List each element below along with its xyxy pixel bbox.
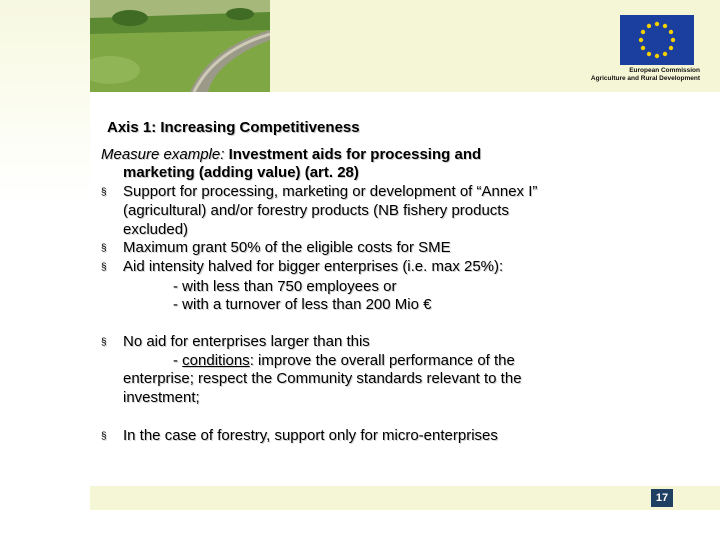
logo-caption-line1: European Commission bbox=[629, 67, 700, 74]
conditions-term: conditions bbox=[182, 352, 250, 370]
left-margin-gradient bbox=[0, 0, 90, 200]
page-number: 17 bbox=[651, 489, 673, 507]
measure-title-2: marketing (adding value) (art. 28) bbox=[123, 164, 359, 182]
bullet-3-line-3: - with a turnover of less than 200 Mio € bbox=[173, 296, 432, 314]
bullet-1-line-2: (agricultural) and/or forestry products (NB fishery products bbox=[123, 202, 509, 220]
bullet-2 bbox=[101, 239, 661, 258]
bullet-icon: § bbox=[101, 186, 107, 198]
bullet-4-dash: - bbox=[173, 352, 183, 370]
bullet-4-line-1: No aid for enterprises larger than this bbox=[123, 332, 370, 350]
bullet-5-text: In the case of forestry, support only for micro-enterprises bbox=[123, 427, 498, 445]
bullet-4-line-3: enterprise; respect the Community standards relevant to the bbox=[123, 370, 522, 388]
bullet-1-line-3: excluded) bbox=[123, 220, 189, 238]
bullet-1-line-1: Support for processing, marketing or development of “Annex I” bbox=[123, 182, 538, 200]
bullet-4 bbox=[101, 333, 661, 352]
bullet-icon: § bbox=[101, 431, 107, 443]
bullet-5 bbox=[101, 427, 661, 446]
measure-line-2 bbox=[101, 164, 661, 182]
bullet-2-text: Maximum grant 50% of the eligible costs for SME bbox=[123, 239, 451, 257]
logo-caption-line2: Agriculture and Rural Development bbox=[590, 75, 700, 82]
eu-flag-icon bbox=[620, 15, 694, 65]
bullet-3 bbox=[101, 258, 661, 277]
bullet-icon: § bbox=[101, 262, 107, 274]
bullet-4-line-2 bbox=[101, 352, 661, 370]
slide-heading: Axis 1: Increasing Competitiveness bbox=[107, 119, 360, 136]
measure-label: Measure example: bbox=[101, 146, 225, 163]
bullet-4-line-2-rest: : improve the overall performance of the bbox=[249, 352, 515, 370]
logo-caption bbox=[580, 67, 700, 83]
bullet-icon: § bbox=[101, 243, 107, 255]
slide-content bbox=[101, 146, 661, 447]
spacer bbox=[101, 315, 661, 333]
bullet-3-line-1: Aid intensity halved for bigger enterprises (i.e. max 25%): bbox=[123, 258, 504, 276]
countryside-photo bbox=[90, 0, 270, 92]
measure-line-1 bbox=[101, 146, 661, 164]
bullet-icon: § bbox=[101, 336, 107, 348]
bullet-3-line-2: - with less than 750 employees or bbox=[173, 277, 397, 295]
footer-band bbox=[90, 486, 720, 510]
bullet-1 bbox=[101, 183, 661, 202]
measure-title-1: Investment aids for processing and bbox=[228, 146, 482, 163]
bullet-4-line-4: investment; bbox=[123, 388, 200, 406]
spacer bbox=[101, 407, 661, 427]
european-commission-logo bbox=[580, 10, 700, 86]
